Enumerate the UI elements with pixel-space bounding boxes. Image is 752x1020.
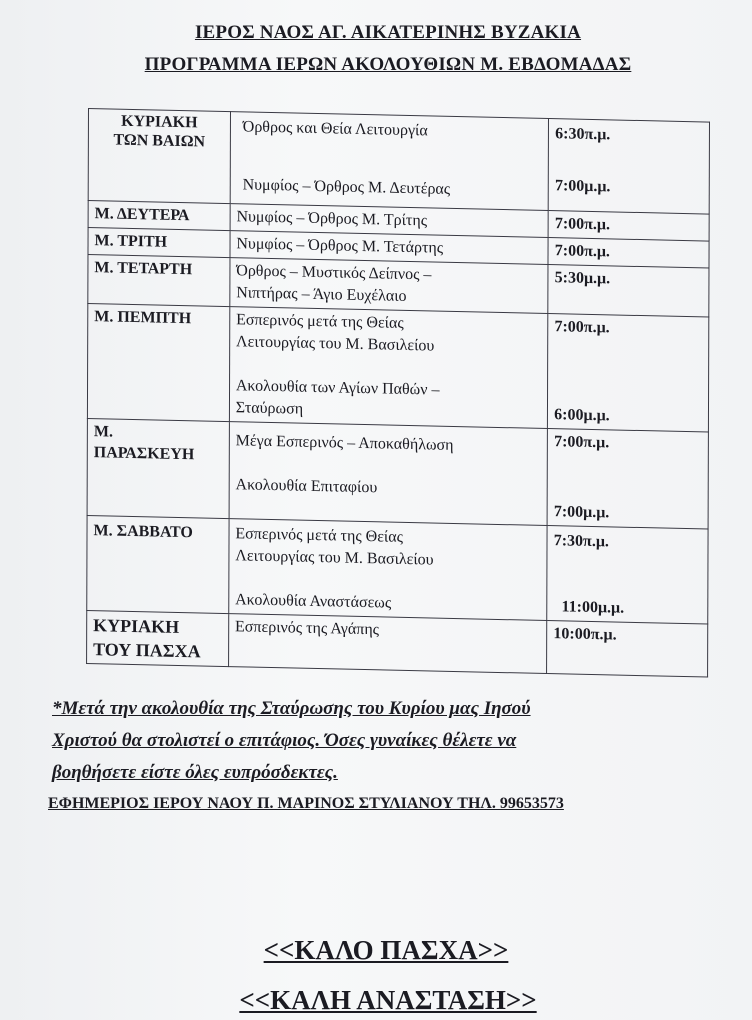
note-line: βοηθήσετε είστε όλες ευπρόσδεκτες. — [52, 762, 338, 783]
service-time: 7:30π.μ. — [553, 532, 609, 551]
service-cell — [229, 307, 548, 429]
table-row — [87, 515, 708, 624]
day-label: Μ. ΠΕΜΠΤΗ — [94, 308, 192, 328]
priest-contact: ΕΦΗΜΕΡΙΟΣ ΙΕΡΟΥ ΝΑΟΥ Π. ΜΑΡΙΝΟΣ ΣΤΥΛΙΑΝΟΥ ΤΗΛ. 99653573 — [48, 795, 564, 812]
service-time: 5:30μ.μ. — [554, 269, 611, 288]
service-name: Νυμφίος – Όρθρος Μ. Τετάρτης — [236, 235, 444, 257]
service-time: 10:00π.μ. — [553, 625, 617, 644]
service-name: Ακολουθία Αναστάσεως — [235, 591, 392, 612]
easter-greeting: <<ΚΑΛΟ ΠΑΣΧΑ>> — [263, 935, 509, 965]
program-title: ΠΡΟΓΡΑΜΜΑ ΙΕΡΩΝ ΑΚΟΛΟΥΘΙΩΝ Μ. ΕΒΔΟΜΑΔΑΣ — [144, 54, 632, 75]
service-name: Εσπερινός μετά της Θείας — [236, 311, 404, 332]
day-label: ΤΟΥ ΠΑΣΧΑ — [93, 639, 201, 662]
service-name: Λειτουργίας του Μ. Βασιλείου — [235, 547, 434, 569]
decoration-note — [52, 693, 652, 789]
table-row — [87, 418, 708, 529]
table-row — [88, 109, 709, 215]
time-cell — [548, 265, 709, 318]
time-cell — [547, 526, 708, 625]
day-label: ΚΥΡΙΑΚΗ — [121, 112, 198, 132]
note-line: Χριστού θα στολιστεί ο επιτάφιος. Όσες γυναίκες θέλετε να — [52, 730, 517, 751]
service-time: 6:30π.μ. — [555, 125, 611, 144]
day-cell — [88, 109, 230, 204]
service-name: Νυμφίος – Όρθρος Μ. Τρίτης — [236, 208, 428, 230]
service-cell — [229, 422, 548, 526]
day-cell — [87, 515, 229, 613]
service-name: Ακολουθία των Αγίων Παθών – — [235, 377, 440, 399]
day-label: Μ. ΣΑΒΒΑΤΟ — [93, 522, 193, 542]
time-cell — [548, 314, 709, 432]
day-label: Μ. — [93, 423, 114, 441]
service-time: 11:00μ.μ. — [561, 598, 625, 617]
service-name: Όρθρος – Μυστικός Δείπνος – — [236, 262, 432, 284]
service-time: 7:00μ.μ. — [554, 177, 611, 196]
time-cell — [548, 238, 709, 269]
service-time: 7:00π.μ. — [554, 242, 610, 261]
time-cell — [547, 621, 708, 678]
day-label: Μ. ΤΡΙΤΗ — [94, 232, 168, 251]
day-cell — [87, 610, 229, 666]
service-name: Σταύρωση — [235, 399, 304, 418]
service-time: 7:00π.μ. — [554, 318, 610, 337]
day-cell — [88, 201, 230, 231]
service-cell — [230, 112, 549, 211]
service-name: Νυμφίος – Όρθρος Μ. Δευτέρας — [242, 176, 451, 198]
day-cell — [88, 228, 230, 258]
service-time: 7:00π.μ. — [554, 215, 611, 234]
service-name: Μέγα Εσπερινός – Αποκαθήλωση — [235, 432, 454, 454]
service-name: Ακολουθία Επιταφίου — [235, 476, 378, 497]
service-name: Εσπερινός μετά της Θείας — [235, 525, 403, 546]
resurrection-greeting: <<ΚΑΛΗ ΑΝΑΣΤΑΣΗ>> — [239, 985, 537, 1015]
day-label: ΤΩΝ ΒΑΙΩΝ — [113, 131, 206, 151]
service-name: Νιπτήρας – Άγιο Ευχέλαιο — [236, 284, 407, 305]
day-label: Μ. ΔΕΥΤΕΡΑ — [94, 205, 190, 225]
time-cell — [548, 119, 709, 215]
note-line: *Μετά την ακολουθία της Σταύρωσης του Κυρίου μας Ιησού — [52, 698, 531, 719]
table-row — [87, 303, 708, 432]
day-label: ΠΑΡΑΣΚΕΥΗ — [93, 444, 195, 464]
time-cell — [548, 211, 709, 242]
service-cell — [229, 519, 548, 621]
service-time: 7:00π.μ. — [554, 433, 610, 452]
service-name: Όρθρος και Θεία Λειτουργία — [242, 118, 428, 140]
schedule-table — [86, 108, 710, 678]
service-cell — [230, 258, 549, 314]
service-name: Εσπερινός της Αγάπης — [235, 618, 380, 639]
day-label: ΚΥΡΙΑΚΗ — [93, 615, 180, 637]
church-title: ΙΕΡΟΣ ΝΑΟΣ ΑΓ. ΑΙΚΑΤΕΡΙΝΗΣ ΒΥΖΑΚΙΑ — [194, 22, 582, 43]
time-cell — [547, 429, 708, 530]
day-label: Μ. ΤΕΤΑΡΤΗ — [94, 259, 193, 279]
day-cell — [87, 418, 229, 518]
day-cell — [87, 303, 229, 421]
day-cell — [88, 255, 230, 307]
service-time: 7:00μ.μ. — [553, 503, 610, 522]
service-cell — [228, 614, 547, 674]
service-name: Λειτουργίας του Μ. Βασιλείου — [236, 333, 435, 355]
service-time: 6:00μ.μ. — [554, 406, 610, 425]
